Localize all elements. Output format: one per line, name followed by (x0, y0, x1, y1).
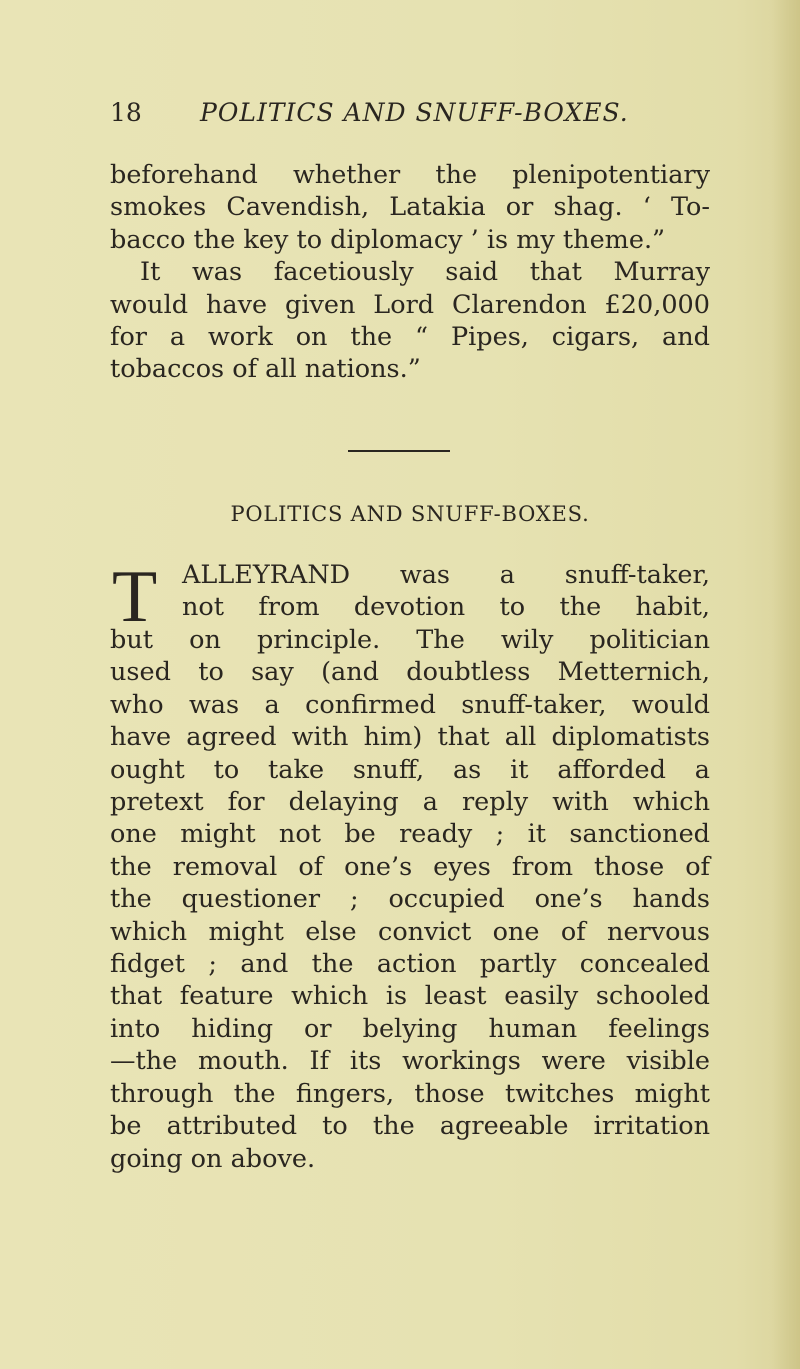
text-line: —the mouth. If its workings were visible (110, 1046, 710, 1077)
text-line: smokes Cavendish, Latakia or shag. ‘ To- (110, 192, 710, 223)
section-divider-rule (348, 450, 450, 452)
text-line: It was facetiously said that Murray (140, 257, 710, 288)
text-line: would have given Lord Clarendon £20,000 (110, 289, 710, 320)
paragraph-body (110, 624, 710, 1175)
text-line: fidget ; and the action partly concealed (110, 949, 710, 980)
text-line: into hiding or belying human feelings (110, 1013, 710, 1044)
text-line: used to say (and doubtless Metternich, (110, 657, 710, 688)
text-line: who was a confirmed snuff-taker, would (110, 689, 710, 720)
text-line: ALLEYRAND was a snuff-taker, (182, 560, 710, 590)
text-line: pretext for delaying a reply with which (110, 787, 710, 818)
text-line: not from devotion to the habit, (182, 592, 710, 623)
paragraph-continued (110, 159, 710, 386)
page-header (110, 98, 710, 138)
text-line: tobaccos of all nations.” (110, 354, 421, 385)
text-line: going on above. (110, 1143, 316, 1174)
text-line: that feature which is least easily schooled (110, 981, 710, 1012)
text-line: through the fingers, those twitches might (110, 1078, 710, 1109)
text-line: for a work on the “ Pipes, cigars, and (110, 322, 710, 353)
text-line: which might else convict one of nervous (110, 916, 710, 947)
text-line: the removal of one’s eyes from those of (110, 851, 710, 882)
page-edge-shadow (772, 0, 800, 1369)
text-line: beforehand whether the plenipotentiary (110, 160, 710, 190)
text-line: ought to take snuff, as it afforded a (110, 754, 710, 785)
text-line: but on principle. The wily politician (110, 625, 710, 655)
running-title: POLITICS AND SNUFF-BOXES. (200, 98, 629, 127)
text-line: bacco the key to diplomacy ’ is my theme.” (110, 224, 666, 255)
drop-cap: T (112, 556, 158, 638)
page-number: 18 (110, 98, 142, 127)
paragraph-opening-lines (182, 559, 710, 624)
text-line: one might not be ready ; it sanctioned (110, 819, 710, 850)
text-line: the questioner ; occupied one’s hands (110, 884, 710, 915)
section-heading: POLITICS AND SNUFF-BOXES. (230, 502, 590, 526)
text-line: be attributed to the agreeable irritation (110, 1111, 710, 1142)
text-line: have agreed with him) that all diplomatists (110, 722, 710, 753)
